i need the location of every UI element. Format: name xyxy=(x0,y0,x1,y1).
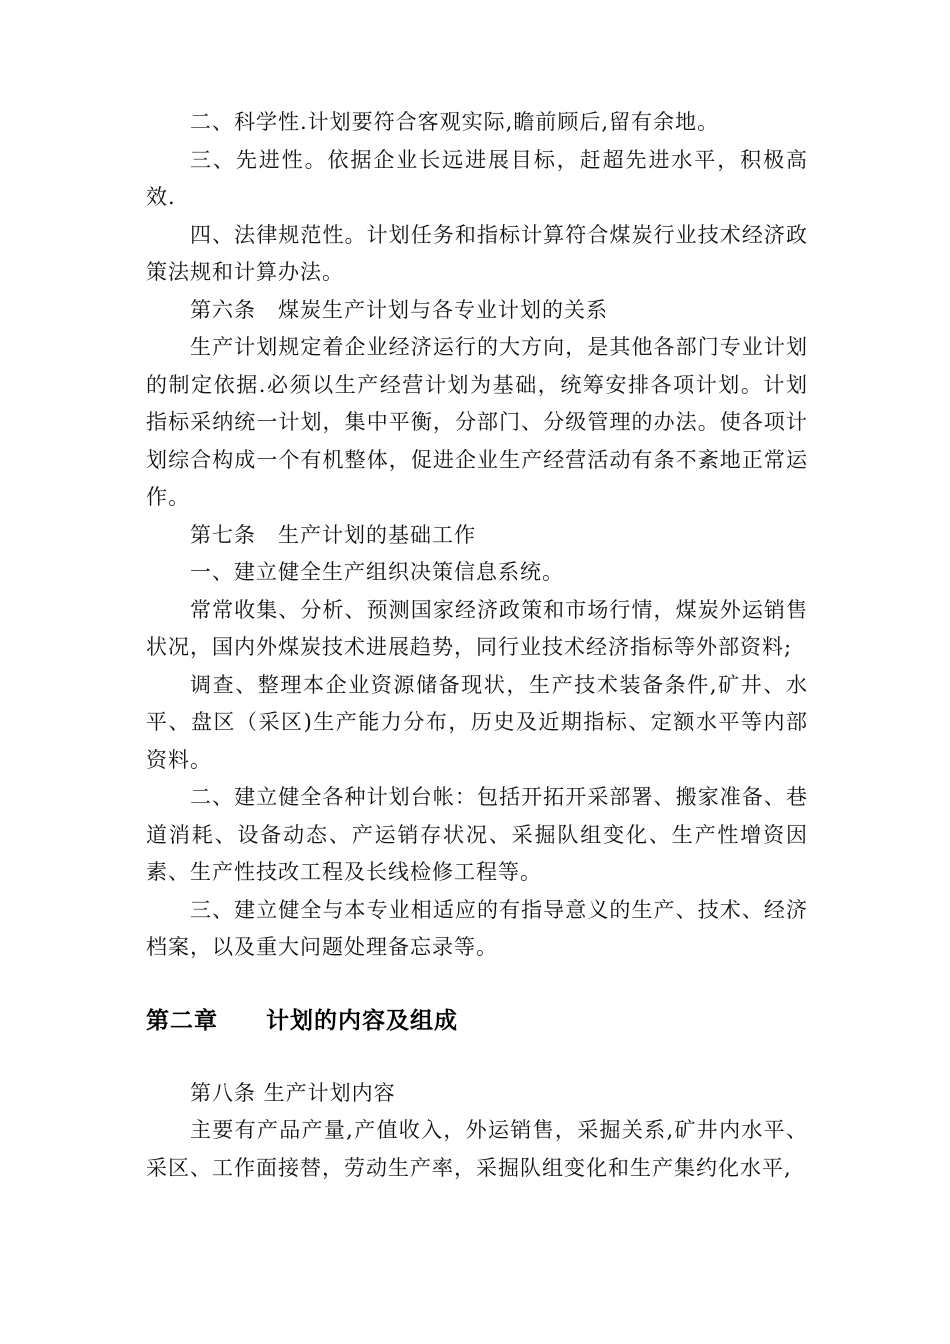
article-heading: 第六条 煤炭生产计划与各专业计划的关系 xyxy=(190,297,608,322)
paragraph: 四、法律规范性。计划任务和指标计算符合煤炭行业技术经济政策法规和计算办法。 xyxy=(146,222,808,284)
paragraph: 主要有产品产量,产值收入，外运销售，采掘关系,矿井内水平、采区、工作面接替，劳动生产率，采掘队组变化和生产集约化水平, xyxy=(146,1118,808,1180)
chapter-title: 第二章 计划的内容及组成 xyxy=(146,1007,458,1034)
document-body xyxy=(146,104,808,1187)
paragraph: 一、建立健全生产组织决策信息系统。 xyxy=(190,560,564,584)
paragraph: 生产计划规定着企业经济运行的大方向，是其他各部门专业计划的制定依据.必须以生产经营计划为基础，统筹安排各项计划。计划指标采纳统一计划，集中平衡，分部门、分级管理的办法。使各项计划综合构成一个有机整体，促进企业生产经营活动有条不紊地正常运作。 xyxy=(146,335,808,509)
article-heading: 第八条 生产计划内容 xyxy=(190,1080,396,1105)
paragraph: 调查、整理本企业资源储备现状，生产技术装备条件,矿井、水平、盘区（采区)生产能力分布，历史及近期指标、定额水平等内部资料。 xyxy=(146,672,808,772)
article-heading: 第七条 生产计划的基础工作 xyxy=(190,522,476,547)
paragraph: 二、建立健全各种计划台帐：包括开拓开采部署、搬家准备、巷道消耗、设备动态、产运销存状况、采掘队组变化、生产性增资因素、生产性技改工程及长线检修工程等。 xyxy=(146,785,808,884)
paragraph: 二、科学性.计划要符合客观实际,瞻前顾后,留有余地。 xyxy=(190,110,720,134)
paragraph: 三、先进性。依据企业长远进展目标，赶超先进水平，积极高效. xyxy=(146,147,808,209)
paragraph: 三、建立健全与本专业相适应的有指导意义的生产、技术、经济档案，以及重大问题处理备忘录等。 xyxy=(146,897,808,959)
paragraph: 常常收集、分析、预测国家经济政策和市场行情，煤炭外运销售状况，国内外煤炭技术进展趋势，同行业技术经济指标等外部资料; xyxy=(146,597,808,659)
